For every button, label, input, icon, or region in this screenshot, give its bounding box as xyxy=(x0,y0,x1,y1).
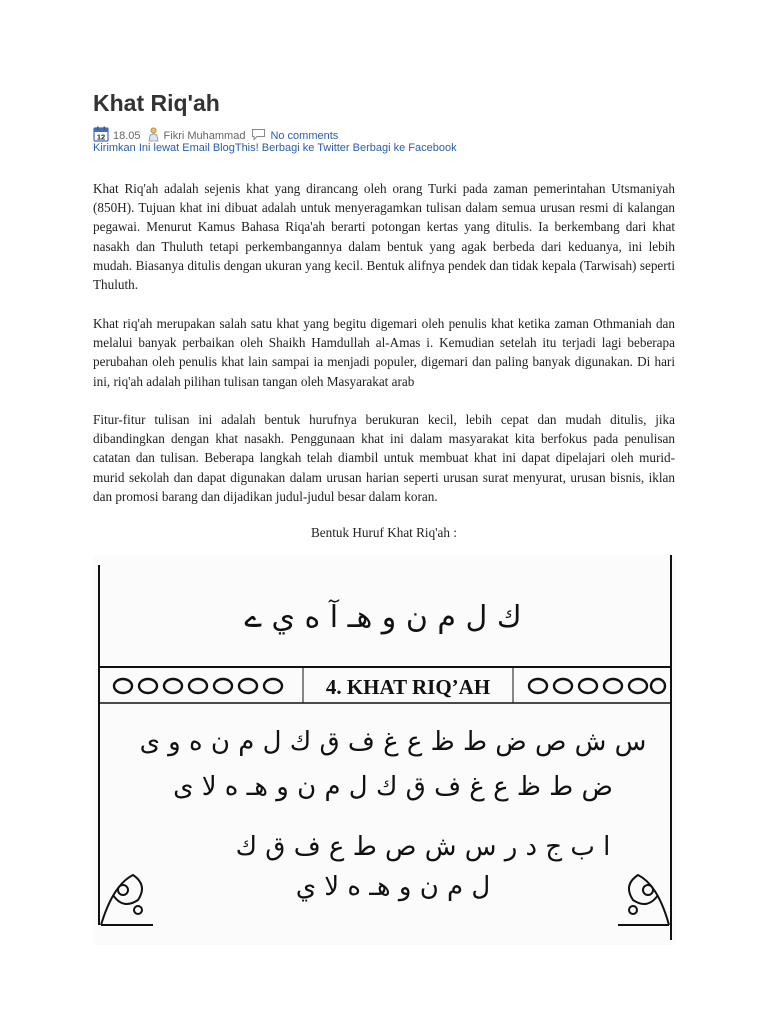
post-author[interactable]: Fikri Muhammad xyxy=(163,129,246,142)
letters-row-2: ض ط ظ ع غ ف ق ك ل م ن و هـ ه لا ى xyxy=(173,772,613,802)
letters-row-1: س ش ص ض ط ظ ع غ ف ق ك ل م ن ه و ى xyxy=(139,727,647,757)
left-ornament-band xyxy=(114,679,282,693)
banner-calligraphy: ك ل م ن و هـ آ ه ي ے xyxy=(244,600,522,635)
letters-row-3: ا ب ج د ر س ش ص ط ع ف ق ك xyxy=(235,832,611,862)
corner-ornament-right xyxy=(618,875,669,925)
share-email-link[interactable]: Kirimkan Ini lewat Email xyxy=(93,142,210,154)
corner-ornament-left xyxy=(101,875,153,925)
paragraph-1: Khat Riq'ah adalah sejenis khat yang dirancang oleh orang Turki pada zaman pemerintahan Utsmaniyah (850H). Tujuan khat ini dibuat adalah untuk menyeragamkan tulisan dalam semua urusan resmi di kalangan pegawai. Menurut Kamus Bahasa Riqa'ah berarti potongan kertas yang ditulis. Ia berkembang dari khat nasakh dan Thuluth tetapi perkembangannya dalam bentuk yang agak berbeda dari keduanya, ini lebih mudah. Biasanya ditulis dengan ukuran yang kecil. Bentuk alifnya pendek dan tidak kepala (Tarwisah) seperti Thuluth. xyxy=(93,181,675,293)
comments-link[interactable]: No comments xyxy=(270,129,339,142)
paragraph-3: Fitur-fitur tulisan ini adalah bentuk hurufnya berukuran kecil, lebih cepat dan mudah ditulis, jika dibandingkan dengan khat nasakh. Penggunaan khat ini dalam masyarakat kita berfokus pada penulisan catatan dan tulisan. Beberapa langkah telah diambil untuk membuat khat ini dapat dipelajari oleh murid-murid sekolah dan dapat digunakan dalam urusan harian seperti urusan surat menyurat, urusan bisnis, iklan dan promosi barang dan dijadikan judul-judul besar dalam koran. xyxy=(93,412,675,504)
share-facebook-link[interactable]: Berbagi ke Facebook xyxy=(352,142,457,154)
share-twitter-link[interactable]: Berbagi ke Twitter xyxy=(261,142,350,154)
post-time: 18.05 xyxy=(113,129,141,142)
blogthis-link[interactable]: BlogThis! xyxy=(212,142,259,154)
share-links xyxy=(93,142,457,154)
letters-row-4: ل م ن و هـ ه لا ي xyxy=(295,872,491,902)
right-ornament-band xyxy=(529,679,665,693)
figure-caption: Bentuk Huruf Khat Riq'ah : xyxy=(311,525,457,540)
post-title: Khat Riq'ah xyxy=(93,90,220,116)
figure-heading: 4. KHAT RIQ’AH xyxy=(325,675,491,699)
riqah-alphabet-image xyxy=(93,555,676,945)
calendar-day: 12 xyxy=(96,132,106,142)
paragraph-2: Khat riq'ah merupakan salah satu khat yang begitu digemari oleh penulis khat ketika zaman Othmaniah dan melalui banyak perbaikan oleh Shaikh Hamdullah al-Amas i. Kemudian setelah itu terjadi lagi beberapa perubahan oleh penulis khat lain sampai ia menjadi populer, digemari dan paling banyak digunakan. Di hari ini, riq'ah adalah pilihan tulisan tangan oleh Masyarakat arab xyxy=(93,316,675,389)
